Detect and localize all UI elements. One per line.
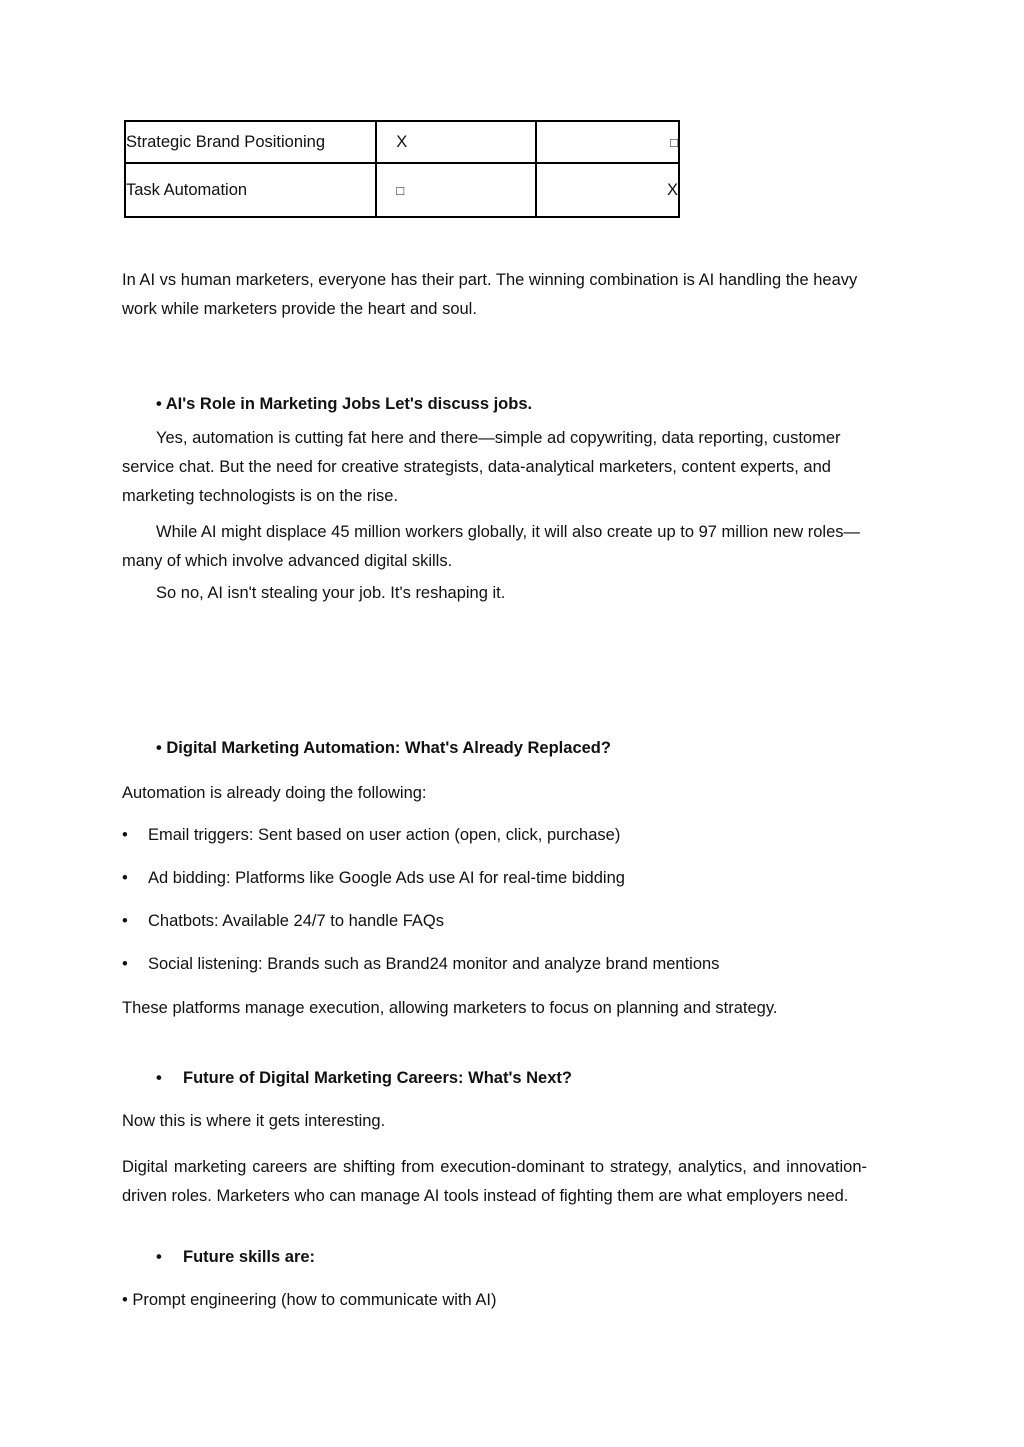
bullet: •	[122, 869, 128, 887]
bullet: •	[122, 826, 128, 844]
section-heading: • Digital Marketing Automation: What's Already Replaced?	[156, 739, 611, 757]
comparison-table	[124, 120, 680, 218]
table-cell-col2	[536, 163, 679, 217]
table-cell-col1	[376, 121, 535, 163]
body-paragraph: Digital marketing careers are shifting from execution-dominant to strategy, analytics, and innovation-driven roles. Marketers who can manage AI tools instead of fighting them are what employers need.	[122, 1158, 867, 1205]
body-paragraph: Now this is where it gets interesting.	[122, 1112, 386, 1130]
bullet: •	[156, 1069, 162, 1087]
list-item	[122, 826, 620, 845]
table-cell-col1	[376, 163, 535, 217]
intro-paragraph: In AI vs human marketers, everyone has their part. The winning combination is AI handling the heavy work while marketers provide the heart and soul.	[122, 271, 858, 318]
list-item-text: Ad bidding: Platforms like Google Ads use AI for real-time bidding	[148, 869, 625, 887]
cell-mark: X	[396, 132, 408, 151]
body-paragraph: Automation is already doing the following:	[122, 784, 427, 802]
cell-mark: X	[666, 180, 678, 199]
subheading-text: Future skills are:	[183, 1248, 316, 1266]
table-cell-label: Strategic Brand Positioning	[125, 121, 376, 163]
subheading	[156, 1248, 315, 1267]
checkbox-mark: □	[670, 134, 678, 150]
section-heading: • AI's Role in Marketing Jobs Let's discuss jobs.	[156, 395, 533, 413]
table-cell-label: Task Automation	[125, 163, 376, 217]
checkbox-mark: □	[396, 182, 405, 198]
section-heading	[156, 1069, 572, 1088]
body-paragraph: While AI might displace 45 million workers globally, it will also create up to 97 million new roles—many of which involve advanced digital skills.	[122, 523, 860, 570]
bullet: •	[122, 912, 128, 930]
table-row	[125, 163, 679, 217]
list-item-text: Chatbots: Available 24/7 to handle FAQs	[148, 912, 444, 930]
body-paragraph: Yes, automation is cutting fat here and there—simple ad copywriting, data reporting, customer service chat. But the need for creative strategists, data-analytical marketers, content experts, and marketing technologists is on the rise.	[122, 429, 841, 505]
table-cell-col2	[536, 121, 679, 163]
list-item	[122, 912, 444, 931]
table-row	[125, 121, 679, 163]
list-item-text: Email triggers: Sent based on user action (open, click, purchase)	[148, 826, 621, 844]
list-item: • Prompt engineering (how to communicate with AI)	[122, 1291, 497, 1309]
bullet: •	[156, 1248, 162, 1266]
list-item-text: Social listening: Brands such as Brand24 monitor and analyze brand mentions	[148, 955, 720, 973]
list-item	[122, 955, 719, 974]
body-paragraph: These platforms manage execution, allowing marketers to focus on planning and strategy.	[122, 999, 778, 1017]
body-paragraph: So no, AI isn't stealing your job. It's reshaping it.	[156, 584, 506, 602]
list-item	[122, 869, 625, 888]
section-heading-text: Future of Digital Marketing Careers: What's Next?	[183, 1069, 572, 1087]
bullet: •	[122, 955, 128, 973]
